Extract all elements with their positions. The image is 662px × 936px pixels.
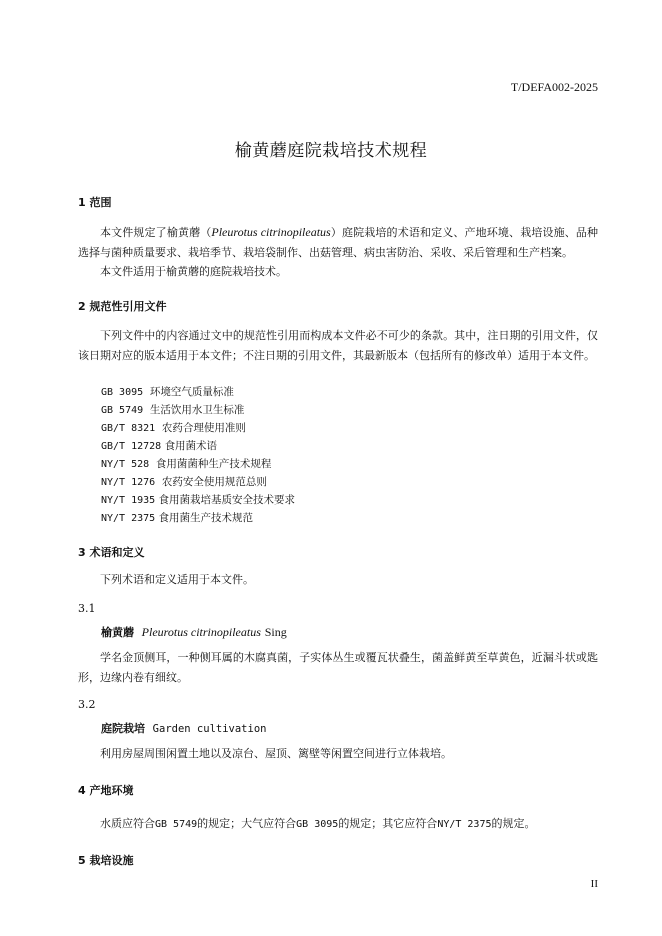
section-heading-facilities: 5 栽培设施	[78, 854, 134, 867]
section-heading-normative-references: 2 规范性引用文件	[78, 300, 167, 313]
scope-text-pre: 本文件规定了榆黄蘑（	[100, 226, 212, 239]
terms-intro: 下列术语和定义适用于本文件。	[100, 573, 254, 586]
env-text: 水质应符合	[100, 817, 155, 830]
reference-title: 食用菌栽培基质安全技术要求	[158, 494, 296, 506]
env-text: 的规定；其它应符合	[338, 817, 438, 830]
reference-title: 农药合理使用准则	[161, 422, 246, 434]
section-heading-scope: 1 范围	[78, 196, 112, 209]
document-title: 榆黄蘑庭院栽培技术规程	[234, 141, 428, 161]
page-number: II	[590, 878, 598, 890]
term-definition: 学名金顶侧耳，一种侧耳属的木腐真菌，子实体丛生或覆瓦状叠生，菌盖鲜黄至草黄色，近漏斗状或匙形，边缘内卷有细纹。	[78, 651, 598, 684]
environment-paragraph	[78, 814, 598, 835]
scope-latin-name: Pleurotus citrinopileatus	[211, 225, 331, 239]
term-chinese: 庭院栽培	[101, 722, 145, 735]
reference-item	[101, 438, 217, 453]
env-text: 的规定；大气应符合	[197, 817, 297, 830]
reference-code: NY/T 1935	[101, 495, 156, 506]
env-text: 的规定。	[491, 817, 536, 830]
term-number: 3.2	[78, 698, 96, 711]
reference-item	[101, 456, 271, 471]
scope-applicability: 本文件适用于榆黄蘑的庭院栽培技术。	[100, 265, 287, 278]
env-ref: GB 5749	[155, 819, 198, 830]
reference-item	[101, 474, 267, 489]
reference-item	[101, 384, 234, 399]
reference-code: GB/T 12728	[101, 441, 162, 452]
reference-item	[101, 420, 246, 435]
references-intro: 下列文件中的内容通过文中的规范性引用而构成本文件必不可少的条款。其中，注日期的引用文件，仅该日期对应的版本适用于本文件；不注日期的引用文件，其最新版本（包括所有的修改单）适用于本文件。	[78, 329, 598, 362]
reference-code: GB 5749	[101, 405, 144, 416]
reference-title: 食用菌菌种生产技术规程	[155, 458, 272, 470]
term-latin: Pleurotus citrinopileatus	[141, 625, 261, 639]
document-id: T/DEFA002-2025	[510, 80, 598, 94]
term-title-garden-cultivation	[101, 720, 266, 736]
reference-code: NY/T 1276	[101, 477, 156, 488]
reference-title: 环境空气质量标准	[149, 386, 234, 398]
reference-item	[101, 510, 253, 525]
reference-code: GB/T 8321	[101, 423, 156, 434]
env-ref: GB 3095	[296, 819, 339, 830]
section-heading-environment: 4 产地环境	[78, 784, 134, 797]
term-number: 3.1	[78, 602, 96, 615]
reference-code: NY/T 528	[101, 459, 150, 470]
reference-title: 食用菌术语	[164, 440, 218, 452]
reference-item	[101, 492, 295, 507]
term-definition: 利用房屋周围闲置土地以及凉台、屋顶、篱壁等闲置空间进行立体栽培。	[100, 747, 452, 760]
reference-title: 农药安全使用规范总则	[161, 476, 267, 488]
section-heading-terms: 3 术语和定义	[78, 546, 145, 559]
reference-code: NY/T 2375	[101, 513, 156, 524]
reference-title: 生活饮用水卫生标准	[149, 404, 245, 416]
term-chinese: 榆黄蘑	[101, 626, 134, 639]
term-english: Garden cultivation	[152, 723, 267, 735]
reference-item	[101, 402, 244, 417]
term-title-yuhuangmo	[101, 624, 287, 640]
term-author: Sing	[264, 625, 287, 639]
reference-code: GB 3095	[101, 387, 144, 398]
env-ref: NY/T 2375	[437, 819, 492, 830]
scope-paragraph	[78, 222, 598, 263]
reference-title: 食用菌生产技术规范	[158, 512, 254, 524]
scope-text-post: ）庭院栽培的术语和定义、产地环境、栽培设施、品种选择与菌种质量要求、栽培季节、栽培袋制作、出菇管理、病虫害防治、采收、采后管理和生产档案。	[78, 226, 599, 259]
